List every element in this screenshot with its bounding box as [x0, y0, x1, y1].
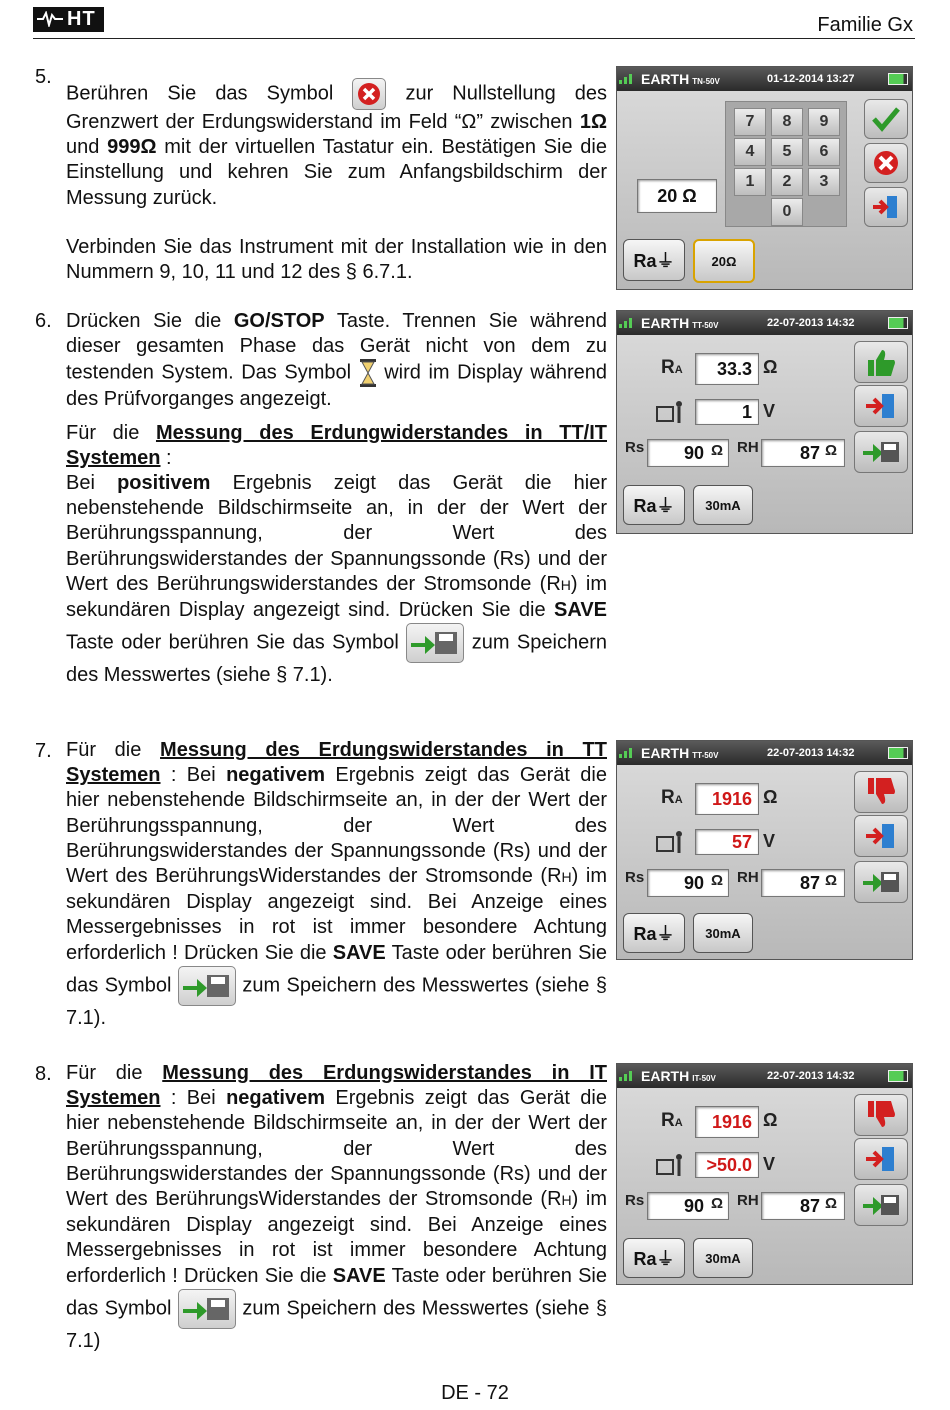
step-number: 5.: [35, 66, 52, 88]
ut-value: >50.0: [695, 1152, 759, 1178]
ra-mode-button[interactable]: Ra⏚: [623, 239, 685, 281]
rs-value: 90: [647, 439, 729, 467]
save-button[interactable]: [854, 431, 908, 473]
save-icon: [861, 868, 901, 896]
ra-mode-button[interactable]: Ra⏚: [623, 1238, 685, 1278]
touch-voltage-icon: [655, 829, 687, 855]
limit-input-field[interactable]: 20 Ω: [637, 179, 717, 213]
ra-mode-button[interactable]: Ra⏚: [623, 913, 685, 953]
ra-label: RA: [661, 787, 683, 808]
key-3[interactable]: 3: [808, 168, 840, 196]
current-setting-button[interactable]: 30mA: [693, 485, 753, 525]
touch-voltage-icon: [655, 1152, 687, 1178]
save-icon: [178, 1289, 236, 1329]
screen-status-bar: EARTH IT-50V 22-07-2013 14:32: [617, 1064, 912, 1088]
screen-status-bar: EARTH TT-50V 22-07-2013 14:32: [617, 741, 912, 765]
result-fail-icon: [854, 771, 908, 813]
header-divider: [33, 38, 915, 39]
virtual-keypad: [725, 101, 847, 227]
key-4[interactable]: 4: [734, 138, 766, 166]
ra-value: 1916: [695, 783, 759, 815]
rh-value: 87: [761, 439, 845, 467]
instrument-screen-limit-setting: [616, 66, 913, 290]
rs-value: 90: [647, 1192, 729, 1220]
result-fail-icon: [854, 1094, 908, 1136]
rs-label: Rs: [625, 439, 645, 456]
save-icon: [406, 623, 464, 663]
rh-label: RH: [737, 1192, 759, 1209]
key-7[interactable]: 7: [734, 108, 766, 136]
battery-icon: [888, 1070, 908, 1082]
battery-icon: [888, 73, 908, 85]
save-button[interactable]: [854, 1184, 908, 1226]
rh-label: RH: [737, 869, 759, 886]
limit-value-button[interactable]: 20Ω: [693, 239, 755, 283]
ra-value: 33.3: [695, 353, 759, 385]
exit-button[interactable]: [854, 385, 908, 427]
exit-door-icon: [864, 1145, 898, 1173]
key-9[interactable]: 9: [808, 108, 840, 136]
save-icon: [178, 966, 236, 1006]
exit-door-icon: [864, 822, 898, 850]
touch-voltage-icon: [655, 399, 687, 425]
current-setting-button[interactable]: 30mA: [693, 1238, 753, 1278]
instrument-screen-tt-positive: EARTH TT-50V 22-07-2013 14:32 RA 33.3 Ω 1 V Rs 90 Ω RH 87 Ω Ra⏚ 30mA: [616, 310, 913, 534]
save-icon: [861, 438, 901, 466]
battery-icon: [888, 317, 908, 329]
cancel-x-icon: [871, 149, 901, 177]
exit-door-icon: [871, 194, 901, 220]
ra-label: RA: [661, 357, 683, 378]
key-8[interactable]: 8: [771, 108, 803, 136]
save-button[interactable]: [854, 861, 908, 903]
step-6-text: Drücken Sie die GO/STOP Taste. Trennen Sie während dieser gesamten Phase das Gerät nicht von dem zu testenden System. Das Symbol wird im Display während des Prüfvorganges angezeigt. Für die Messung des Erdungwiderstandes in TT/IT Systemen : Bei positivem Ergebnis zeigt das Gerät die hier nebenstehende Bildschirmseite an, in der der Wert der Berührungsspannung, der Wert des Berührungswiderstandes der Spannungssonde (Rs) und der Wert des Berührungswiderstandes der Stromsonde (RH) im sekundären Display angezeigt sind. Drücken Sie die SAVE Taste oder berühren Sie das Symbol zum Speichern des Messwertes (siehe § 7.1).: [66, 310, 608, 687]
page-number: DE - 72: [441, 1382, 509, 1404]
thumbs-up-icon: [864, 346, 898, 378]
instrument-screen-it-negative: EARTH IT-50V 22-07-2013 14:32 RA 1916 Ω >50.0 V Rs 90 Ω RH 87 Ω Ra⏚ 30mA: [616, 1063, 913, 1285]
screen-status-bar: EARTH TT-50V 22-07-2013 14:32: [617, 311, 912, 335]
step-number: 7.: [35, 740, 52, 762]
step-number: 6.: [35, 310, 52, 332]
rs-label: Rs: [625, 869, 645, 886]
rs-label: Rs: [625, 1192, 645, 1209]
ht-logo: [33, 6, 104, 32]
save-icon: [861, 1191, 901, 1219]
key-5[interactable]: 5: [771, 138, 803, 166]
rh-value: 87: [761, 1192, 845, 1220]
instrument-screen-tt-negative: EARTH TT-50V 22-07-2013 14:32 RA 1916 Ω 57 V Rs 90 Ω RH 87 Ω Ra⏚ 30mA: [616, 740, 913, 960]
rh-value: 87: [761, 869, 845, 897]
exit-button[interactable]: [854, 815, 908, 857]
step-7-text: Für die Messung des Erdungswiderstandes in TT Systemen : Bei negativem Ergebnis zeigt das Gerät die hier nebenstehende Bildschirmseite an, in der der Wert der Berührungsspannung, der Wert des Berührungswiderstandes der Spannungssonde (Rs) und der Wert des BerührungsWiderstandes der Stromsonde (RH) im sekundären Display angezeigt sind. Bei Anzeige eines Messergebnisses in rot ist immer besondere Achtung erforderlich ! Drücken Sie die SAVE Taste oder berühren Sie das Symbol zum Speichern des Messwertes (siehe § 7.1).: [66, 739, 607, 1029]
ut-value: 57: [695, 829, 759, 855]
step-5-text: Berühren Sie das Symbol zur Nullstellung des Grenzwert der Erdungswiderstand im Feld “Ω” zwischen 1Ω und 999Ω mit der virtuellen Tastatur ein. Bestätigen Sie die Einstellung und kehren Sie zum Anfangsbildschirm der Messung zurück. Verbinden Sie das Instrument mit der Installation wie in den Nummern 9, 10, 11 und 12 des § 6.7.1.: [66, 78, 607, 285]
battery-icon: [888, 747, 908, 759]
ra-value: 1916: [695, 1106, 759, 1138]
step-number: 8.: [35, 1063, 52, 1085]
rh-label: RH: [737, 439, 759, 456]
exit-button[interactable]: [864, 187, 908, 227]
logo-text: HT: [67, 7, 96, 30]
exit-door-icon: [864, 392, 898, 420]
key-2[interactable]: 2: [771, 168, 803, 196]
thumbs-down-icon: [864, 1099, 898, 1131]
thumbs-down-icon: [864, 776, 898, 808]
screen-status-bar: EARTH TN-50V 01-12-2014 13:27: [617, 67, 912, 91]
ut-value: 1: [695, 399, 759, 425]
page-header-title: Familie Gx: [817, 14, 913, 36]
current-setting-button[interactable]: 30mA: [693, 913, 753, 953]
ra-mode-button[interactable]: Ra⏚: [623, 485, 685, 525]
cancel-button[interactable]: [864, 143, 908, 183]
result-ok-icon: [854, 341, 908, 383]
rs-value: 90: [647, 869, 729, 897]
hourglass-icon: [359, 359, 377, 387]
cancel-x-icon: [352, 78, 386, 110]
ra-label: RA: [661, 1110, 683, 1131]
key-0[interactable]: 0: [771, 198, 803, 226]
key-6[interactable]: 6: [808, 138, 840, 166]
exit-button[interactable]: [854, 1138, 908, 1180]
key-1[interactable]: 1: [734, 168, 766, 196]
confirm-button[interactable]: [864, 99, 908, 139]
step-8-text: Für die Messung des Erdungswiderstandes in IT Systemen : Bei negativem Ergebnis zeigt das Gerät die hier nebenstehende Bildschirmseite an, in der der Wert der Berührungsspannung, der Wert des Berührungswiderstandes der Spannungssonde (Rs) und der Wert des BerührungsWiderstandes der Stromsonde (RH) im sekundären Display angezeigt sind. Bei Anzeige eines Messergebnisses in rot ist immer besondere Achtung erforderlich ! Drücken Sie die SAVE Taste oder berühren Sie das Symbol zum Speichern des Messwertes (siehe § 7.1): [66, 1062, 607, 1352]
check-icon: [871, 106, 901, 132]
